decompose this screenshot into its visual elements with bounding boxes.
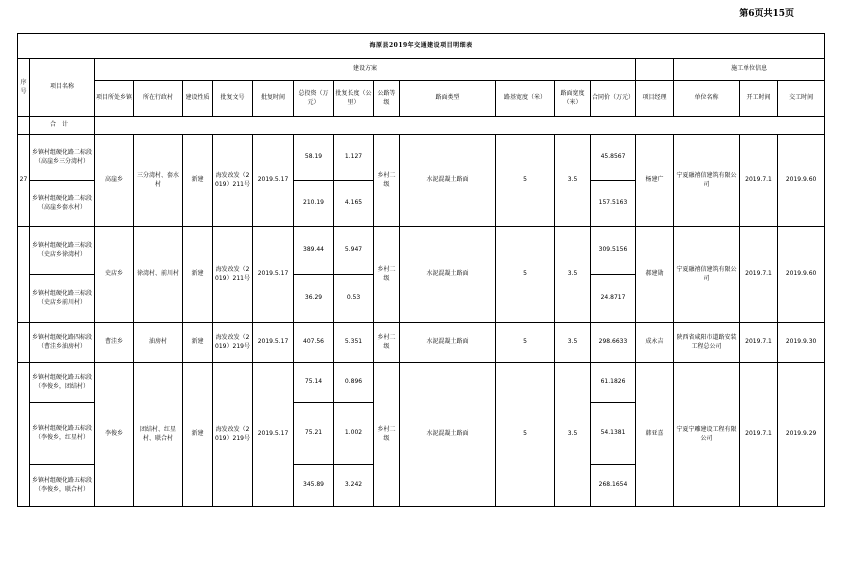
- completion-time-cell: 2019.9.30: [778, 323, 825, 363]
- nature-cell: 新建: [183, 135, 213, 227]
- contract-price-cell: 309.5156: [591, 227, 636, 275]
- contract-price-cell: 24.8717: [591, 275, 636, 323]
- contract-price-cell: 268.1654: [591, 465, 636, 507]
- pavement-width-cell: 3.5: [555, 363, 591, 507]
- investment-cell: 407.56: [294, 323, 334, 363]
- header-pavement-type: 路面类型: [400, 81, 496, 117]
- table-row: [18, 227, 825, 275]
- project-name-cell: 乡镇村组硬化路三标段（史店乡前川村）: [30, 275, 95, 323]
- length-cell: 3.242: [334, 465, 374, 507]
- approval-doc-cell: 海发改发（2019）219号: [213, 363, 253, 507]
- town-cell: 高崖乡: [95, 135, 134, 227]
- contract-price-cell: 298.6633: [591, 323, 636, 363]
- length-cell: 1.002: [334, 403, 374, 465]
- approval-doc-cell: 海发改发（2019）211号: [213, 227, 253, 323]
- header-village: 所在行政村: [134, 81, 183, 117]
- pavement-width-cell: 3.5: [555, 227, 591, 323]
- header-approval-doc: 批复文号: [213, 81, 253, 117]
- road-grade-cell: 乡村二级: [374, 363, 400, 507]
- unit-name-cell: 宁夏融禧信建筑有限公司: [674, 227, 740, 323]
- header-unit-name: 单位名称: [674, 81, 740, 117]
- investment-cell: 210.19: [294, 181, 334, 227]
- village-cell: 徐湾村、前川村: [134, 227, 183, 323]
- table-row: [18, 323, 825, 363]
- total-seq: [18, 117, 30, 135]
- approval-time-cell: 2019.5.17: [253, 363, 294, 507]
- table-row: [18, 135, 825, 181]
- header-pavement-width: 路面宽度（米）: [555, 81, 591, 117]
- header-construction-plan: 建设方案: [95, 59, 636, 81]
- project-name-cell: 乡镇村组硬化路二标段（高崖乡三分湾村）: [30, 135, 95, 181]
- town-cell: 曹洼乡: [95, 323, 134, 363]
- contract-price-cell: 157.5163: [591, 181, 636, 227]
- approval-doc-cell: 海发改发（2019）211号: [213, 135, 253, 227]
- pavement-width-cell: 3.5: [555, 323, 591, 363]
- unit-name-cell: 宁夏宁雕建设工程有限公司: [674, 363, 740, 507]
- road-grade-cell: 乡村二级: [374, 323, 400, 363]
- project-manager-cell: 杨建广: [636, 135, 674, 227]
- header-completion-time: 交工时间: [778, 81, 825, 117]
- pavement-type-cell: 水泥混凝土路面: [400, 135, 496, 227]
- page-number: 第6页共15页: [739, 9, 794, 19]
- project-name-cell: 乡镇村组硬化路五标段（李俊乡，红星村）: [30, 403, 95, 465]
- length-cell: 5.947: [334, 227, 374, 275]
- table-row: [18, 363, 825, 403]
- unit-name-cell: 宁夏融禧信建筑有限公司: [674, 135, 740, 227]
- row-seq: 27: [18, 135, 30, 227]
- row-seq: [18, 227, 30, 323]
- approval-time-cell: 2019.5.17: [253, 227, 294, 323]
- project-name-cell: 乡镇村组硬化路四标段（曹洼乡油房村）: [30, 323, 95, 363]
- project-name-cell: 乡镇村组硬化路五标段（李俊乡，团结村）: [30, 363, 95, 403]
- row-seq: [18, 323, 30, 363]
- town-cell: 李俊乡: [95, 363, 134, 507]
- pavement-type-cell: 水泥混凝土路面: [400, 323, 496, 363]
- village-cell: 三分湾村、套水村: [134, 135, 183, 227]
- approval-time-cell: 2019.5.17: [253, 135, 294, 227]
- header-contractor-info: 施工单位信息: [674, 59, 825, 81]
- contract-price-cell: 61.1826: [591, 363, 636, 403]
- subgrade-width-cell: 5: [496, 323, 555, 363]
- pavement-type-cell: 水泥混凝土路面: [400, 363, 496, 507]
- investment-cell: 36.29: [294, 275, 334, 323]
- header-seq: 序号: [18, 59, 30, 117]
- subgrade-width-cell: 5: [496, 135, 555, 227]
- completion-time-cell: 2019.9.60: [778, 227, 825, 323]
- village-cell: 团结村、红星村、联合村: [134, 363, 183, 507]
- length-cell: 0.896: [334, 363, 374, 403]
- length-cell: 5.351: [334, 323, 374, 363]
- pavement-width-cell: 3.5: [555, 135, 591, 227]
- header-contract-price: 合同价（万元）: [591, 81, 636, 117]
- investment-cell: 58.19: [294, 135, 334, 181]
- total-blank: [95, 117, 825, 135]
- village-cell: 油房村: [134, 323, 183, 363]
- completion-time-cell: 2019.9.29: [778, 363, 825, 507]
- header-nature: 建设性质: [183, 81, 213, 117]
- subgrade-width-cell: 5: [496, 363, 555, 507]
- header-approved-length: 批复长度（公里）: [334, 81, 374, 117]
- investment-cell: 345.89: [294, 465, 334, 507]
- nature-cell: 新建: [183, 227, 213, 323]
- header-project-manager: 项目经理: [636, 81, 674, 117]
- start-time-cell: 2019.7.1: [740, 363, 778, 507]
- header-road-grade: 公路等级: [374, 81, 400, 117]
- investment-cell: 75.21: [294, 403, 334, 465]
- project-manager-cell: 韩亚喜: [636, 363, 674, 507]
- road-grade-cell: 乡村二级: [374, 135, 400, 227]
- project-name-cell: 乡镇村组硬化路五标段（李俊乡，联合村）: [30, 465, 95, 507]
- start-time-cell: 2019.7.1: [740, 135, 778, 227]
- unit-name-cell: 陕西省咸阳市道路安装工程总公司: [674, 323, 740, 363]
- project-detail-table: [17, 33, 825, 507]
- contract-price-cell: 54.1381: [591, 403, 636, 465]
- start-time-cell: 2019.7.1: [740, 323, 778, 363]
- project-manager-cell: 成永吉: [636, 323, 674, 363]
- length-cell: 0.53: [334, 275, 374, 323]
- road-grade-cell: 乡村二级: [374, 227, 400, 323]
- project-name-cell: 乡镇村组硬化路三标段（史店乡徐湾村）: [30, 227, 95, 275]
- investment-cell: 389.44: [294, 227, 334, 275]
- nature-cell: 新建: [183, 363, 213, 507]
- header-start-time: 开工时间: [740, 81, 778, 117]
- contract-price-cell: 45.8567: [591, 135, 636, 181]
- header-town: 项目所处乡镇: [95, 81, 134, 117]
- row-seq: [18, 363, 30, 507]
- length-cell: 4.165: [334, 181, 374, 227]
- approval-time-cell: 2019.5.17: [253, 323, 294, 363]
- investment-cell: 75.14: [294, 363, 334, 403]
- project-manager-cell: 郝建勋: [636, 227, 674, 323]
- start-time-cell: 2019.7.1: [740, 227, 778, 323]
- town-cell: 史店乡: [95, 227, 134, 323]
- header-total-investment: 总投资（万元）: [294, 81, 334, 117]
- nature-cell: 新建: [183, 323, 213, 363]
- header-blank: [636, 59, 674, 81]
- completion-time-cell: 2019.9.60: [778, 135, 825, 227]
- header-approval-time: 批复时间: [253, 81, 294, 117]
- project-name-cell: 乡镇村组硬化路二标段（高崖乡套水村）: [30, 181, 95, 227]
- length-cell: 1.127: [334, 135, 374, 181]
- pavement-type-cell: 水泥混凝土路面: [400, 227, 496, 323]
- total-label: 合计: [30, 117, 95, 135]
- header-project-name: 项目名称: [30, 59, 95, 117]
- header-subgrade-width: 路基宽度（米）: [496, 81, 555, 117]
- table-title: 海原县2019年交通建设项目明细表: [18, 34, 825, 59]
- subgrade-width-cell: 5: [496, 227, 555, 323]
- approval-doc-cell: 海发改发（2019）219号: [213, 323, 253, 363]
